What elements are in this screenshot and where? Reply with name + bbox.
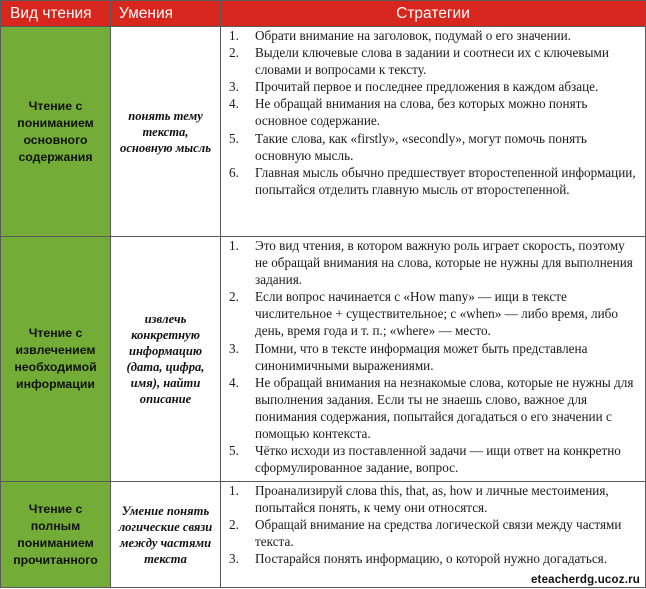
strategy-item: 1. Это вид чтения, в котором важную роль играет скорость, поэтому не обращай внимания на слова, которые не нужны для выполнения задания. [229, 238, 633, 288]
watermark-text: eteacherdg.ucoz.ru [530, 574, 640, 586]
strategy-item: 4. Не обращай внимания на незнакомые слова, которые не нужны для выполнения задания. Если ты не знаешь слово, важное для понимания содержания, попытайся догадаться о его значении с помощью контекста. [229, 374, 634, 442]
strategy-item: 6. Главная мысль обычно предшествует второстепенной информации, попытайся отделить главную мысль от второстепенной. [229, 164, 636, 197]
skill-cell: Умение понять логические связи между частями текста [111, 482, 221, 588]
reading-type-cell: Чтение с пониманием основного содержания [1, 27, 111, 237]
strategy-list [221, 27, 645, 198]
table-row [1, 237, 646, 482]
strategy-item: 5. Такие слова, как «firstly», «secondly», могут помочь понять основную мысль. [229, 130, 587, 163]
header-reading-type: Вид чтения [1, 1, 111, 27]
strategy-item: 3. Помни, что в тексте информация может быть представлена синонимичными выражениями. [229, 340, 588, 373]
strategies-cell [221, 482, 646, 588]
strategies-cell [221, 27, 646, 237]
strategy-item: 1. Проанализируй слова this, that, as, how и личные местоимения, попытайся понять, к чему они относятся. [229, 483, 609, 516]
strategy-item: 1. Обрати внимание на заголовок, подумай о его значении. [229, 28, 571, 43]
strategy-item: 3. Постарайся понять информацию, о которой нужно догадаться. [229, 551, 608, 567]
strategy-list [221, 237, 645, 476]
skill-cell: понять тему текста, основную мысль [111, 27, 221, 237]
header-strategies: Стратегии [221, 1, 646, 27]
strategy-item: 5. Чётко исходи из поставленной задачи — ищи ответ на конкретно сформулированное задание, вопрос. [229, 443, 621, 476]
strategy-list [221, 482, 645, 567]
header-skills: Умения [111, 1, 221, 27]
strategy-item: 2. Выдели ключевые слова в задании и соотнеси их с ключевыми словами и вопросами к тексту. [229, 45, 609, 78]
strategy-item: 4. Не обращай внимания на слова, без которых можно понять основное содержание. [229, 96, 588, 129]
table-row [1, 482, 646, 588]
reading-type-cell: Чтение с полным пониманием прочитанного [1, 482, 111, 588]
strategy-item: 3. Прочитай первое и последнее предложения в каждом абзаце. [229, 79, 599, 95]
skill-cell: извлечь конкретную информацию (дата, цифра, имя), найти описание [111, 237, 221, 482]
reading-type-cell: Чтение с извлечением необходимой информации [1, 237, 111, 482]
table-row [1, 27, 646, 237]
strategies-cell [221, 237, 646, 482]
strategy-item: 2. Если вопрос начинается с «How many» — ищи в тексте числительное + существительное; с «when» — либо время, либо день, время года и т. п.; «where» — место. [229, 289, 618, 339]
table-header-row [1, 1, 646, 27]
strategy-item: 2. Обращай внимание на средства логической связи между частями текста. [229, 517, 622, 550]
